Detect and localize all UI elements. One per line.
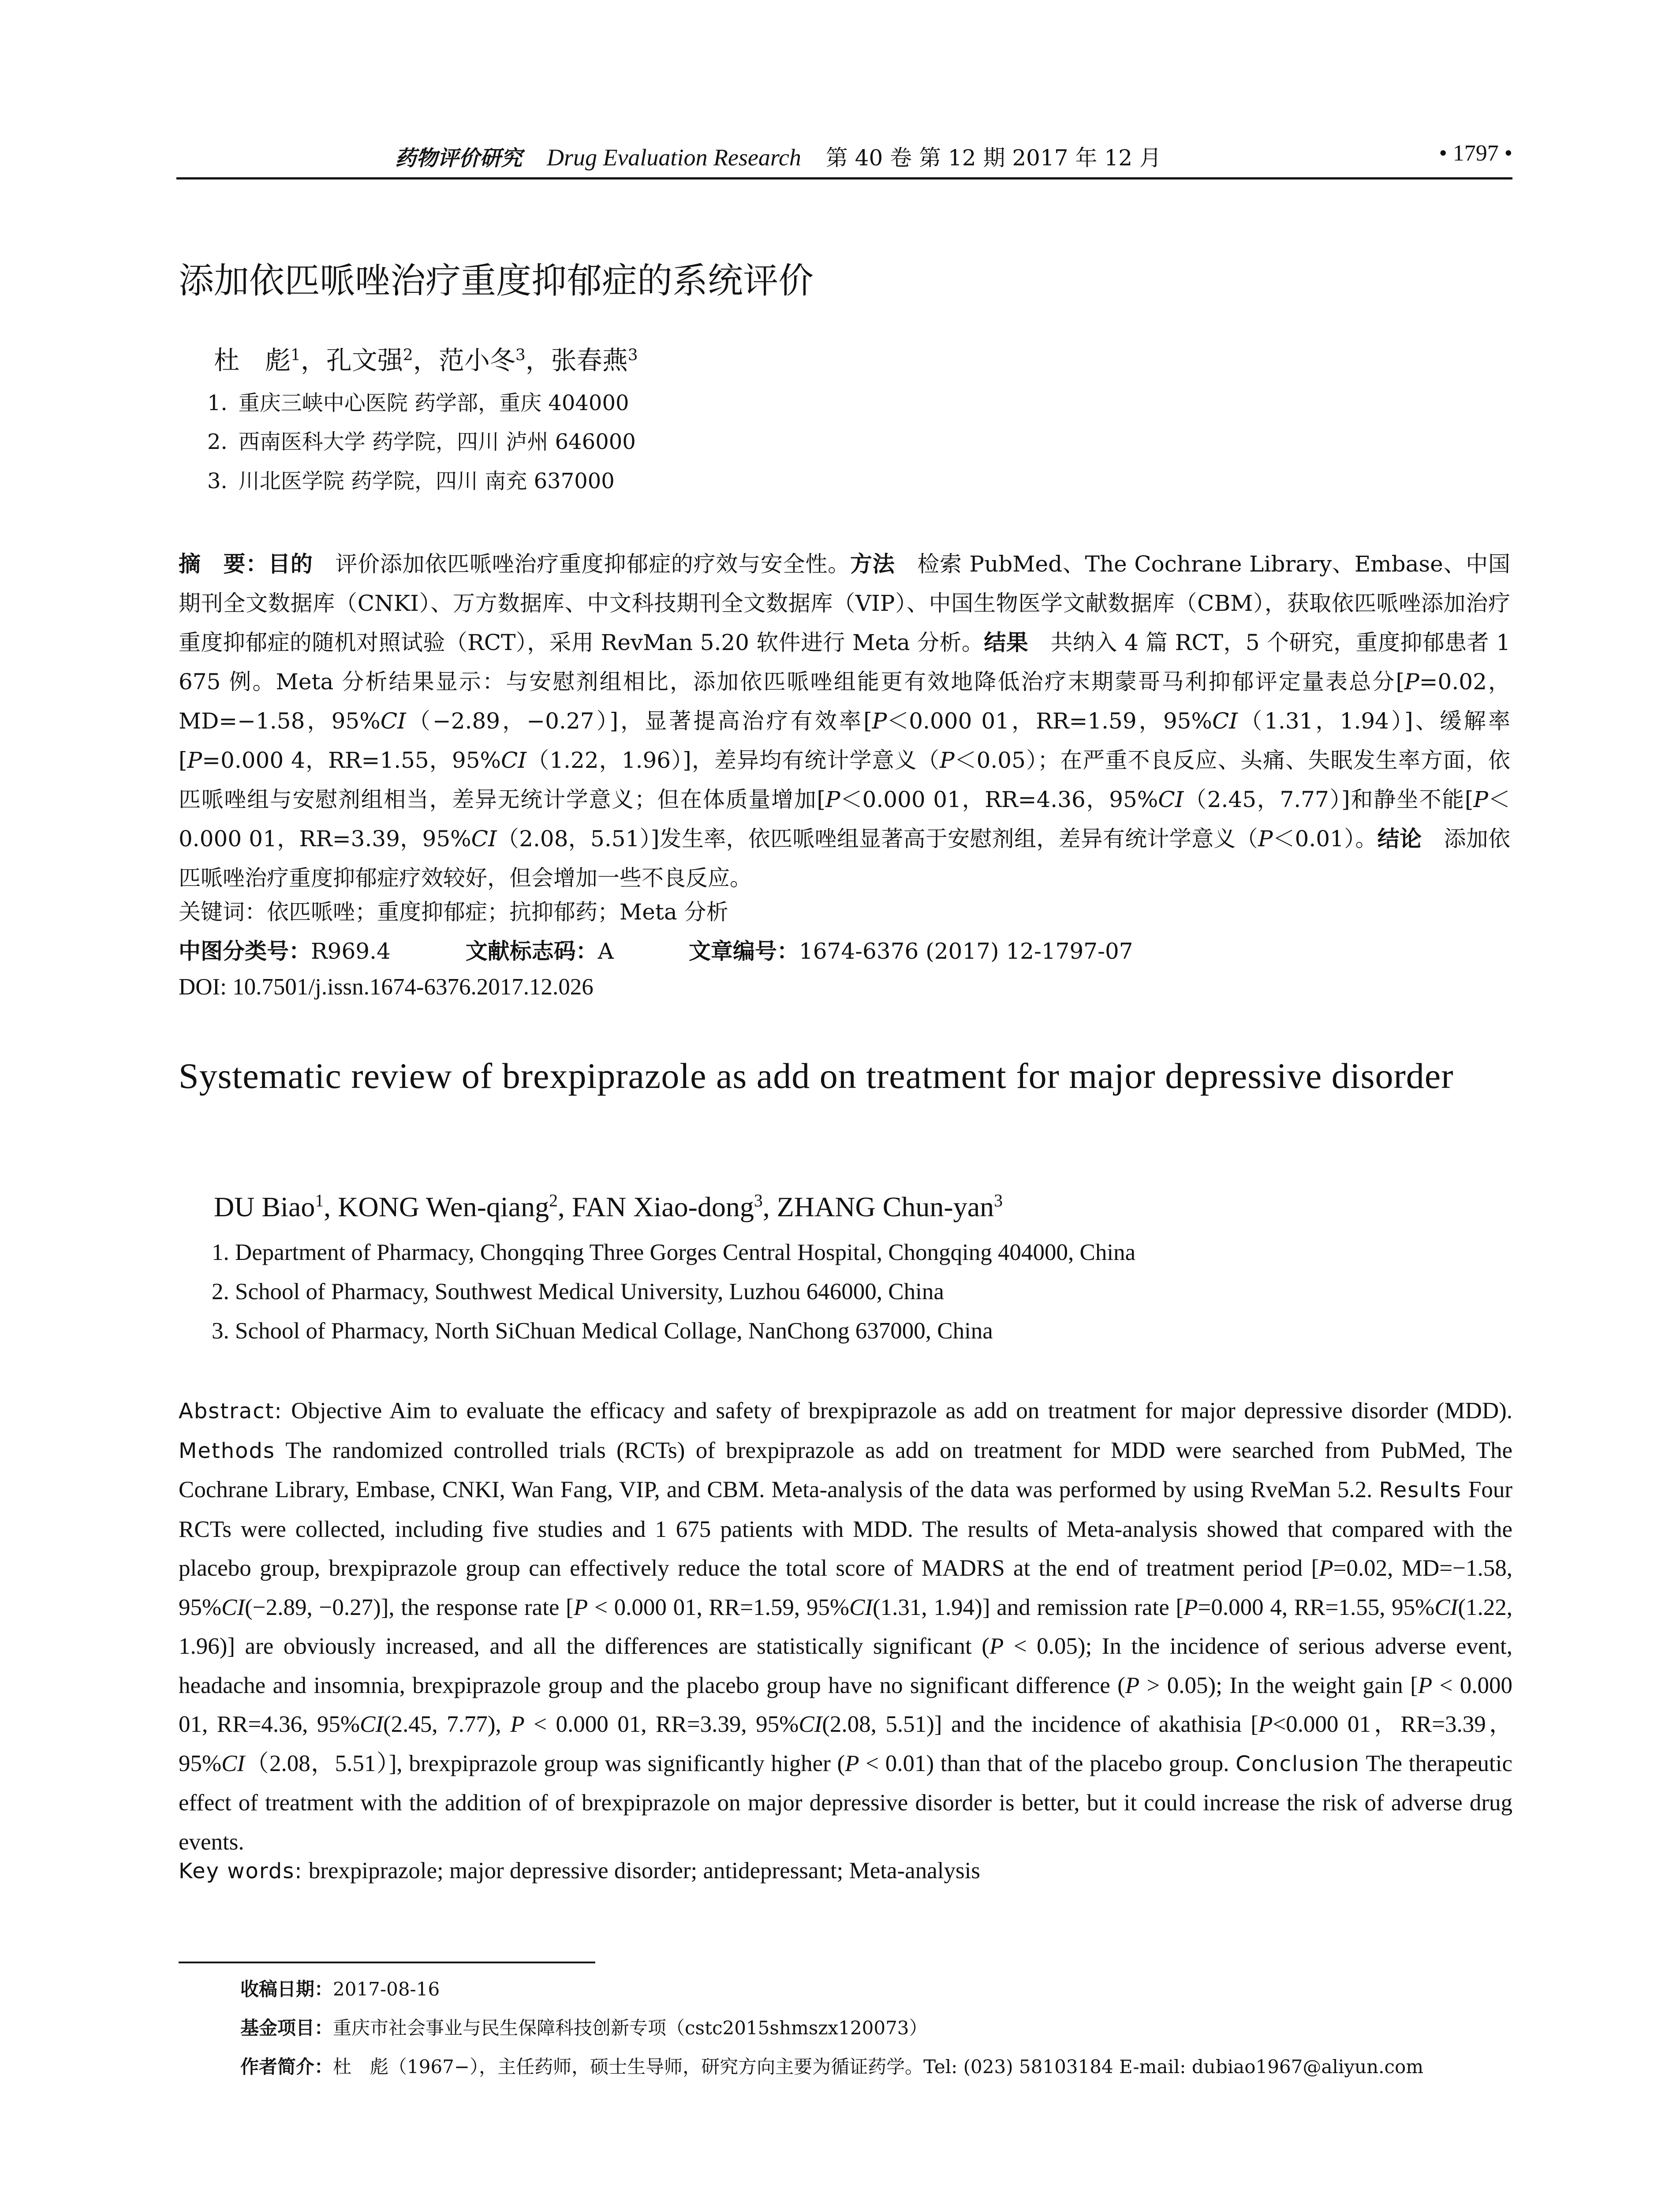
en-abstract-label: Abstract: [179,1399,283,1424]
cn-affiliation-text: 重庆三峡中心医院 药学部，重庆 404000 [238,391,629,415]
cn-class-label: 中图分类号： [179,938,311,964]
en-author-sup: 3 [754,1191,763,1211]
en-title: Systematic review of brexpiprazole as add on treatment for major depressive disorder [179,1056,1454,1096]
ci-symbol: CI [849,1594,873,1620]
ci-symbol: CI [221,1750,245,1776]
ci-symbol: CI [221,1594,245,1620]
en-results: <0.000 01，RR=3.39，95% [179,1712,1512,1776]
ci-symbol: CI [471,826,497,852]
en-results-label: Results [1379,1478,1462,1502]
en-results: （2.08，5.51）], brexpiprazole group was significantly higher ( [245,1750,845,1776]
cn-class-value: R969.4 [311,938,391,964]
cn-results: （1.31，1.94）]、缓解率[ [179,708,1510,773]
en-results: (1.22, 1.96)] are obviously increased, and all the differences are statistically significant ( [179,1594,1512,1659]
p-symbol: P [1125,1672,1140,1698]
cn-results: ＜0.000 01，RR=1.59，95% [887,708,1212,734]
en-results: (2.08, 5.51)] and the incidence of akathisia [ [822,1712,1258,1737]
cn-affiliation-1 [207,386,629,416]
cn-affiliation-num: 2. [207,430,228,454]
cn-results: 共纳入 4 篇 RCT，5 个研究，重度抑郁患者 1 675 例。Meta 分析结果显示：与安慰剂组相比，添加依匹哌唑组能更有效地降低治疗末期蒙哥马利抑郁评定量表总分[ [179,630,1511,695]
cn-affiliation-num: 1. [207,391,228,415]
cn-keywords: 关键词：依匹哌唑；重度抑郁症；抗抑郁药；Meta 分析 [179,899,728,925]
footnote-text: 重庆市社会事业与民生保障科技创新专项（cstc2015shmszx120073） [333,2017,928,2039]
ci-symbol: CI [1212,708,1238,734]
cn-author-sep: ， [413,345,439,375]
cn-author: 张春燕 [551,345,628,375]
en-results: > 0.05); In the weight gain [ [1139,1672,1418,1698]
en-author-list [214,1191,1003,1223]
cn-results: ＜0.01）。 [1273,826,1378,852]
ci-symbol: CI [501,747,527,773]
footnote-text: 杜 彪（1967−），主任药师，硕士生导师，研究方向主要为循证药学。Tel: (023) 58103184 E-mail: dubiao1967@aliyun.com [333,2056,1424,2078]
cn-affiliation-text: 西南医科大学 药学院，四川 泸州 646000 [238,430,636,454]
running-header [176,140,1512,176]
en-results: (2.45, 7.77), [383,1712,511,1737]
cn-article-value: 1674-6376 (2017) 12-1797-07 [799,938,1133,964]
issue-info: 第 40 卷 第 12 期 2017 年 12 月 [825,145,1161,171]
cn-objective-label: 目的 [268,551,313,577]
en-author: FAN Xiao-dong [571,1191,754,1222]
en-results: < 0.000 01, RR=4.36, 95% [179,1672,1513,1737]
en-results: (1.31, 1.94)] and remission rate [ [873,1594,1184,1620]
cn-methods-label: 方法 [850,551,895,577]
en-methods-label: Methods [179,1438,276,1463]
footnote-label: 基金项目： [240,2017,333,2039]
cn-affiliation-2 [207,425,636,455]
p-symbol: P [1404,669,1419,695]
ci-symbol: CI [799,1712,822,1737]
p-symbol: P [187,747,202,773]
p-symbol: P [1319,1555,1333,1581]
p-symbol: P [1258,1712,1273,1737]
cn-conclusion-label: 结论 [1377,826,1422,852]
p-symbol: P [1473,787,1488,812]
en-results: =0.02, MD=−1.58, 95% [179,1555,1512,1620]
en-results: < 0.05); In the incidence of serious adverse event, headache and insomnia, brexpiprazole group and the placebo group have no significant difference ( [179,1633,1512,1698]
en-results: Four RCTs were collected, including five studies and 1 675 patients with MDD. The results of Meta-analysis showed that compared with the placebo group, brexpiprazole group can effectively reduce the total score of MADRS at the end of treatment period [ [179,1477,1512,1581]
cn-author-sup: 1 [291,346,301,364]
cn-results: （2.08，5.51）]发生率，依匹哌唑组显著高于安慰剂组，差异有统计学意义（ [497,826,1258,852]
en-results: (−2.89, −0.27)], the response rate [ [245,1594,574,1620]
cn-doc-label: 文献标志码： [465,938,598,964]
cn-results: =0.02，MD=−1.58，95% [179,669,1510,734]
journal-logo: 药物评价研究 [395,146,523,171]
cn-classification [179,934,1133,965]
en-objective: Objective Aim to evaluate the efficacy and safety of brexpiprazole as add on treatment for major depressive disorder (MDD). [282,1398,1512,1424]
en-keywords-label: Key words: [179,1859,303,1884]
journal-name: Drug Evaluation Research [546,144,801,171]
en-conclusion: The therapeutic effect of treatment with the addition of of brexpiprazole on major depressive disorder is better, but it could increase the risk of adverse drug events. [179,1750,1512,1855]
p-symbol: P [1418,1672,1433,1698]
en-author: KONG Wen-qiang [338,1191,549,1222]
cn-author: 杜 彪 [214,345,291,375]
p-symbol: P [510,1712,525,1737]
ci-symbol: CI [1434,1594,1458,1620]
cn-affiliation-3 [207,464,615,494]
cn-author-sup: 3 [627,346,638,364]
running-header-center [176,140,1380,172]
en-methods: The randomized controlled trials (RCTs) of brexpiprazole as add on treatment for MDD were searched from PubMed, The Cochrane Library, Embase, CNKI, Wan Fang, VIP, and CBM. Meta-analysis of the data was performed by using RveMan 5.2. [179,1437,1512,1502]
en-results: < 0.000 01, RR=1.59, 95% [588,1594,850,1620]
en-affiliation-1: 1. Department of Pharmacy, Chongqing Three Gorges Central Hospital, Chongqing 404000, China [212,1240,1136,1265]
cn-affiliation-text: 川北医学院 药学院，四川 南充 637000 [238,469,615,493]
footnote-author-bio [240,2052,1423,2079]
en-author: DU Biao [214,1191,315,1222]
cn-results: =0.000 4，RR=1.55，95% [202,747,501,773]
p-symbol: P [939,747,955,773]
en-author: ZHANG Chun-yan [777,1191,994,1222]
cn-author-sup: 2 [403,346,413,364]
p-symbol: P [1183,1594,1198,1620]
en-results: < 0.000 01, RR=3.39, 95% [524,1712,799,1737]
cn-results: （1.22，1.96）]，差异均有统计学意义（ [526,747,940,773]
p-symbol: P [845,1750,859,1776]
cn-affiliation-num: 3. [207,469,228,493]
p-symbol: P [825,787,840,812]
header-rule [176,177,1512,179]
cn-results: （−2.89，−0.27）]，显著提高治疗有效率[ [406,708,872,734]
cn-author: 孔文强 [326,345,403,375]
page-number: • 1797 • [1439,141,1512,166]
cn-results: ＜0.000 01，RR=3.39，95% [179,787,1510,852]
en-author-sup: 1 [315,1191,324,1211]
doi: DOI: 10.7501/j.issn.1674-6376.2017.12.026 [179,974,594,1000]
en-conclusion-label: Conclusion [1236,1751,1360,1776]
en-abstract [179,1391,1512,1861]
cn-doc-value: A [597,938,614,964]
cn-title: 添加依匹哌唑治疗重度抑郁症的系统评价 [179,260,814,301]
en-results: < 0.01) than that of the placebo group. [859,1750,1236,1776]
cn-author: 范小冬 [438,345,515,375]
cn-author-sep: ， [525,345,551,375]
cn-results: ＜0.000 01，RR=4.36，95% [840,787,1158,812]
footnote-rule [179,1962,595,1963]
footnote-label: 作者简介： [240,2056,333,2078]
en-keywords [179,1857,980,1884]
footnote-received [240,1975,440,2001]
ci-symbol: CI [359,1712,383,1737]
p-symbol: P [573,1594,588,1620]
en-affiliation-3: 3. School of Pharmacy, North SiChuan Medical Collage, NanChong 637000, China [212,1318,993,1344]
cn-results: （2.45，7.77）]和静坐不能[ [1183,787,1474,812]
en-author-sep: , [557,1191,572,1222]
cn-conclusion: 添加依匹哌唑治疗重度抑郁症疗效较好，但会增加一些不良反应。 [179,826,1511,891]
cn-objective: 评价添加依匹哌唑治疗重度抑郁症的疗效与安全性。 [313,551,850,577]
en-results: =0.000 4, RR=1.55, 95% [1198,1594,1435,1620]
cn-abstract-label: 摘 要： [179,551,269,577]
en-author-sup: 2 [549,1191,558,1211]
cn-results-label: 结果 [984,630,1029,655]
cn-results: ＜0.05）；在严重不良反应、头痛、失眠发生率方面，依匹哌唑组与安慰剂组相当，差异无统计学意义；但在体质量增加[ [179,747,1511,812]
ci-symbol: CI [1158,787,1184,812]
en-affiliation-2: 2. School of Pharmacy, Southwest Medical University, Luzhou 646000, China [212,1279,944,1304]
footnote-label: 收稿日期： [240,1978,333,2000]
p-symbol: P [872,708,887,734]
cn-author-list [214,340,638,377]
footnote-text: 2017-08-16 [333,1978,440,2000]
cn-author-sep: ， [300,345,326,375]
cn-abstract [179,545,1510,898]
cn-article-label: 文章编号： [688,938,799,964]
p-symbol: P [1258,826,1273,852]
cn-methods: 检索 PubMed、The Cochrane Library、Embase、中国期刊全文数据库（CNKI）、万方数据库、中文科技期刊全文数据库（VIP）、中国生物医学文献数据库（CBM），获取依匹哌唑添加治疗重度抑郁症的随机对照试验（RCT），采用 RevMan 5.20 软件进行 Meta 分析。 [179,551,1510,655]
en-author-sep: , [762,1191,777,1222]
en-author-sep: , [324,1191,338,1222]
ci-symbol: CI [380,708,406,734]
en-keywords-text: brexpiprazole; major depressive disorder; antidepressant; Meta-analysis [302,1858,980,1884]
footnote-fund [240,2014,928,2040]
p-symbol: P [989,1633,1004,1659]
cn-author-sup: 3 [515,346,526,364]
en-author-sup: 3 [994,1191,1003,1211]
